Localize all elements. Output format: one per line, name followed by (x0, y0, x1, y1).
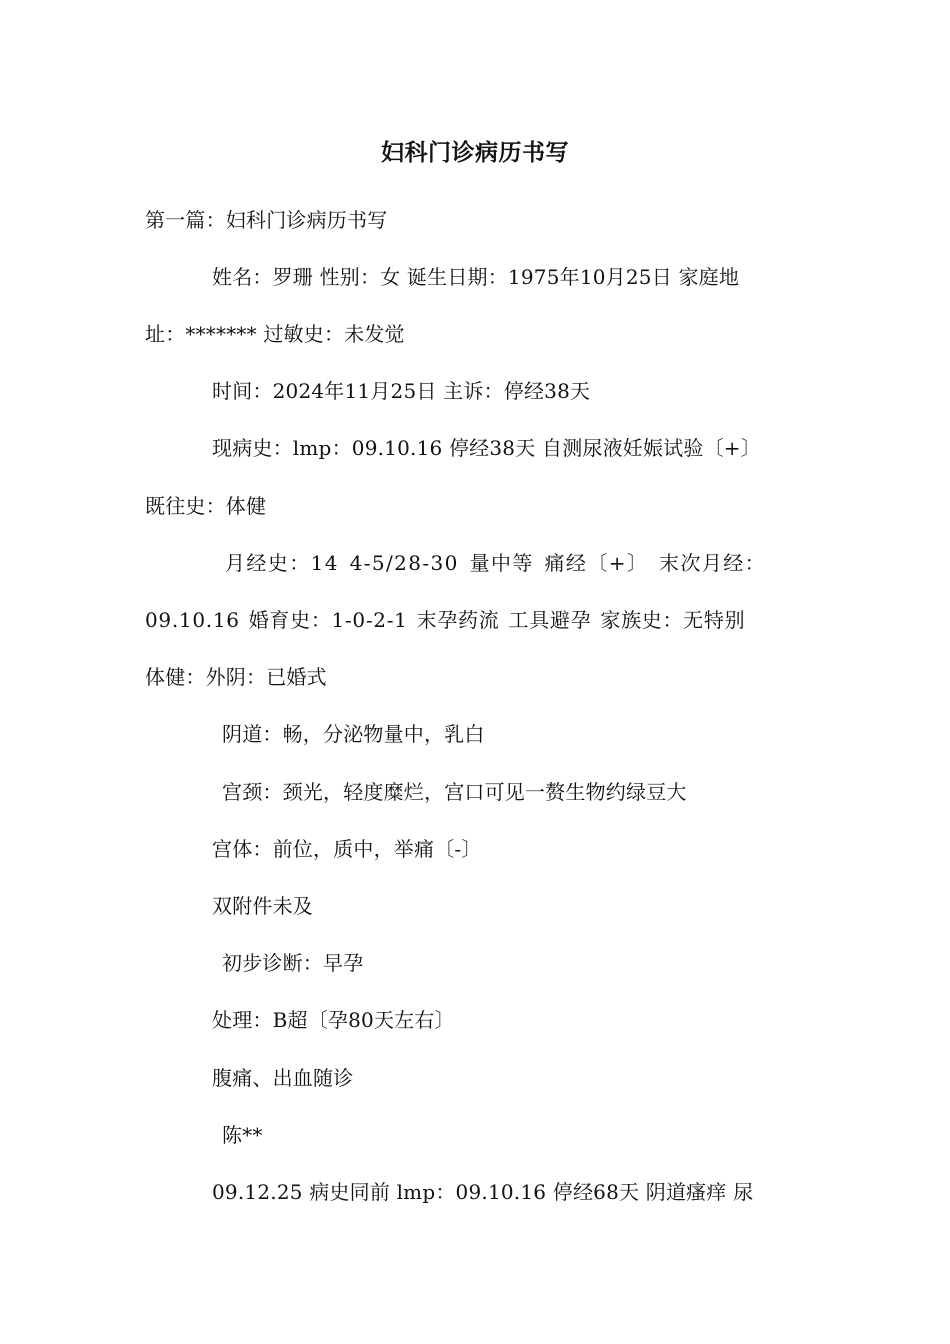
patient-info-line: 姓名：罗珊 性别：女 诞生日期：1975年10月25日 家庭地 (212, 265, 740, 289)
patient-info-line-cont: 址：******* 过敏史：未发觉 (145, 322, 405, 346)
section-heading: 第一篇：妇科门诊病历书写 (145, 208, 388, 232)
exam-vagina: 阴道：畅，分泌物量中，乳白 (222, 722, 485, 746)
exam-vulva: 体健：外阴：已婚式 (145, 665, 327, 689)
obstetric-family-history: 09.10.16 婚育史：1-0-2-1 末孕药流 工具避孕 家族史：无特别 (145, 608, 746, 632)
past-history: 既往史：体健 (145, 494, 267, 518)
treatment: 处理：B超〔孕80天左右〕 (212, 1008, 455, 1032)
menstrual-history: 月经史：14 4-5/28-30 量中等 痛经〔+〕 末次月经： (225, 551, 767, 575)
exam-uterus: 宫体：前位，质中，举痛〔-〕 (212, 837, 482, 861)
follow-up-visit: 09.12.25 病史同前 lmp：09.10.16 停经68天 阴道瘙痒 尿 (212, 1180, 754, 1204)
follow-up-note: 腹痛、出血随诊 (212, 1066, 354, 1090)
document-title: 妇科门诊病历书写 (381, 139, 569, 166)
present-illness: 现病史：lmp：09.10.16 停经38天 自测尿液妊娠试验〔+〕 (212, 436, 761, 460)
physician-signature: 陈** (222, 1123, 263, 1147)
preliminary-diagnosis: 初步诊断：早孕 (222, 951, 364, 975)
exam-adnexa: 双附件未及 (212, 894, 313, 918)
exam-cervix: 宫颈：颈光，轻度糜烂，宫口可见一赘生物约绿豆大 (222, 780, 687, 804)
visit-time-complaint: 时间：2024年11月25日 主诉：停经38天 (212, 379, 591, 403)
